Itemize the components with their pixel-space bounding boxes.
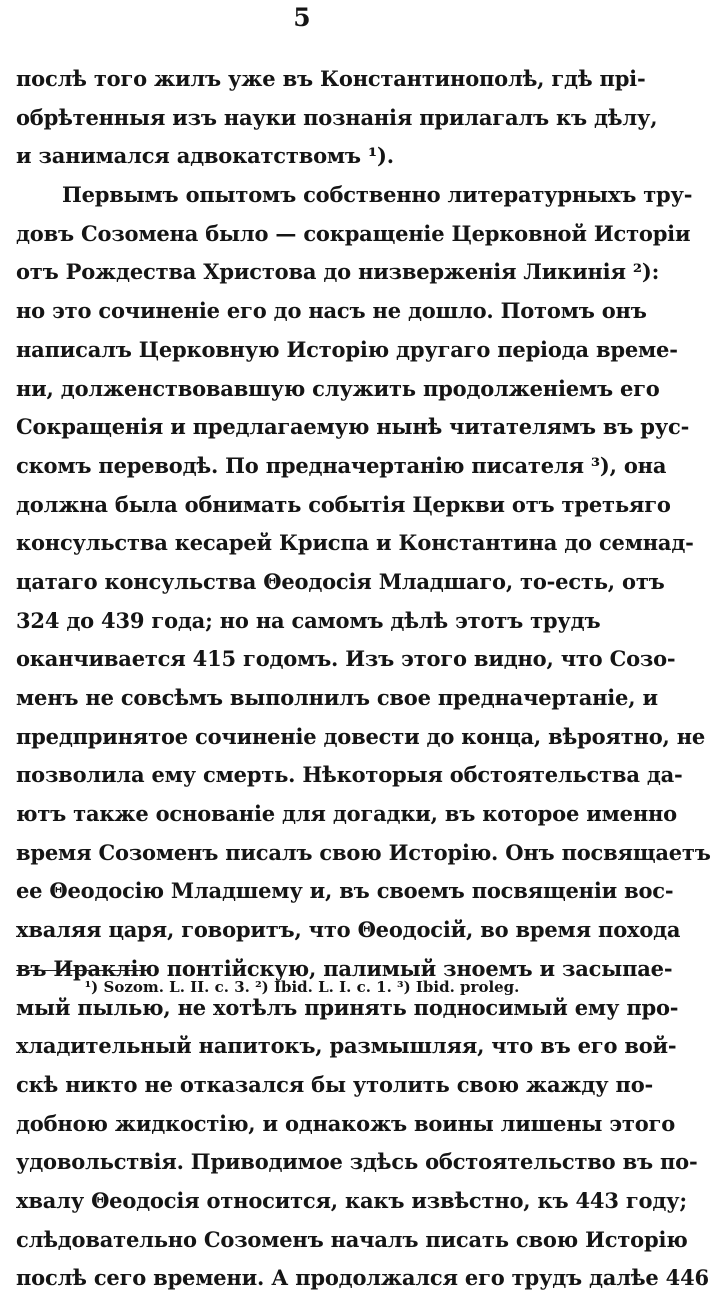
text-line: и занимался адвокатствомъ ¹).: [16, 143, 394, 169]
text-line: довъ Созомена было — сокращеніе Церковной Исторіи: [16, 220, 691, 246]
text-line: хвалу Θеодосія относится, какъ извѣстно, къ 443 году;: [16, 1187, 687, 1213]
text-line: въ Ираклію понтійскую, палимый зноемъ и засыпае-: [16, 955, 673, 981]
text-line: цатаго консульства Θеодосія Младшаго, то-есть, отъ: [16, 568, 665, 594]
text-line: написалъ Церковную Исторію другаго періода време-: [16, 336, 678, 362]
page-number: 5: [293, 3, 311, 32]
text-line: слѣдовательно Созоменъ началъ писать свою Исторію: [16, 1226, 688, 1252]
text-line: ни, долженствовавшую служить продолженіемъ его: [16, 375, 660, 401]
text-line: послѣ сего времени. А продолжался его трудъ далѣе 446: [16, 1265, 709, 1291]
text-line: скѣ никто не отказался бы утолить свою жажду по-: [16, 1071, 654, 1097]
footnote-divider: [16, 970, 151, 971]
text-line: оканчивается 415 годомъ. Изъ этого видно, что Созо-: [16, 646, 676, 672]
text-line: хваляя царя, говоритъ, что Θеодосій, во время похода: [16, 917, 681, 943]
text-line: добною жидкостію, и однакожъ воины лишены этого: [16, 1110, 676, 1136]
text-line: консульства кесарей Криспа и Константина до семнад-: [16, 530, 694, 556]
text-line: позволила ему смерть. Нѣкоторыя обстоятельства да-: [16, 762, 683, 788]
text-line: отъ Рождества Христова до низверженія Ликинія ²):: [16, 259, 660, 285]
text-line: время Созоменъ писалъ свою Исторію. Онъ посвящаетъ: [16, 839, 711, 865]
footnote: ¹) Sozom. L. II. c. 3. ²) Ibid. L. I. c. 1. ³) Ibid. proleg.: [84, 978, 520, 996]
text-line: послѣ того жилъ уже въ Константинополѣ, гдѣ прі-: [16, 66, 646, 91]
text-line: но это сочиненіе его до насъ не дошло. Потомъ онъ: [16, 298, 647, 324]
text-line: 324 до 439 года; но на самомъ дѣлѣ этотъ трудъ: [16, 607, 601, 633]
text-line: менъ не совсѣмъ выполнилъ свое предначертаніе, и: [16, 685, 658, 710]
paragraph-first-line: Первымъ опытомъ собственно литературныхъ тру-: [62, 182, 693, 208]
text-line: ютъ также основаніе для догадки, въ которое именно: [16, 801, 677, 827]
text-line: хладительный напитокъ, размышляя, что въ его вой-: [16, 1033, 677, 1059]
text-line: Сокращенія и предлагаемую нынѣ читателямъ въ рус-: [16, 414, 690, 440]
text-line: ее Θеодосію Младшему и, въ своемъ посвященіи вос-: [16, 878, 674, 904]
body-text: [16, 60, 711, 1298]
text-line: удовольствія. Приводимое здѣсь обстоятельство въ по-: [16, 1149, 698, 1175]
text-line: должна была обнимать событія Церкви отъ третьяго: [16, 491, 671, 517]
text-line: мый пылью, не хотѣлъ принять подносимый ему про-: [16, 994, 679, 1020]
text-line: обрѣтенныя изъ науки познанія прилагалъ къ дѣлу,: [16, 104, 658, 130]
text-line: скомъ переводѣ. По предначертанію писателя ³), она: [16, 452, 667, 478]
text-line: предпринятое сочиненіе довести до конца, вѣроятно, не: [16, 723, 706, 749]
